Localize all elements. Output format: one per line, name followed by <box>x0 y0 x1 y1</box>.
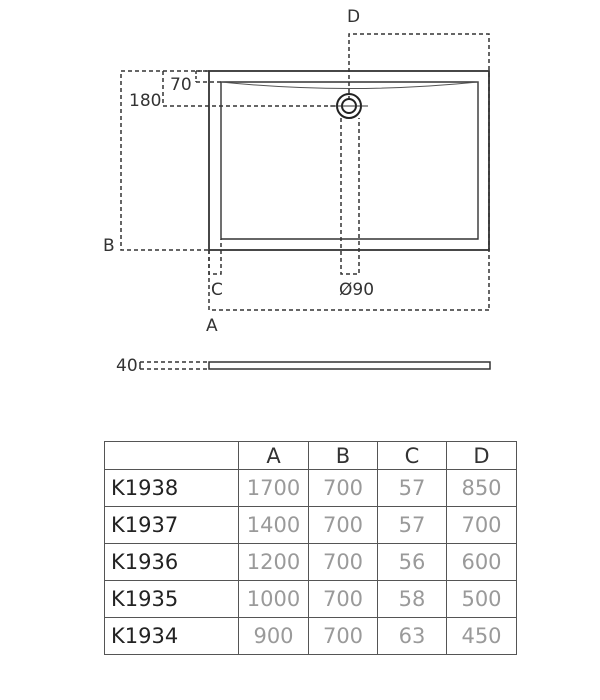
dimension-d-line <box>349 34 489 310</box>
value-d: 850 <box>447 470 517 507</box>
value-c: 56 <box>378 544 447 581</box>
value-d: 500 <box>447 581 517 618</box>
value-a: 1200 <box>239 544 309 581</box>
label-70: 70 <box>170 75 192 95</box>
value-c: 63 <box>378 618 447 655</box>
table-header-row <box>105 442 517 470</box>
label-40: 40 <box>116 356 138 376</box>
value-b: 700 <box>309 618 378 655</box>
label-180: 180 <box>129 91 162 111</box>
value-d: 450 <box>447 618 517 655</box>
table-header-blank <box>105 442 239 470</box>
tray-side-profile <box>209 362 490 369</box>
value-d: 600 <box>447 544 517 581</box>
model-code: K1934 <box>105 618 239 655</box>
table-row <box>105 507 517 544</box>
value-c: 57 <box>378 470 447 507</box>
value-b: 700 <box>309 581 378 618</box>
label-a: A <box>206 316 218 336</box>
label-d-top: D <box>347 7 361 27</box>
value-a: 1400 <box>239 507 309 544</box>
model-code: K1936 <box>105 544 239 581</box>
table-header-c: C <box>378 442 447 470</box>
value-b: 700 <box>309 507 378 544</box>
table-row <box>105 581 517 618</box>
table-row <box>105 618 517 655</box>
table-header-d: D <box>447 442 517 470</box>
value-a: 900 <box>239 618 309 655</box>
value-b: 700 <box>309 544 378 581</box>
value-c: 58 <box>378 581 447 618</box>
table-header-a: A <box>239 442 309 470</box>
value-a: 1000 <box>239 581 309 618</box>
value-a: 1700 <box>239 470 309 507</box>
value-d: 700 <box>447 507 517 544</box>
label-waste-diameter: Ø90 <box>339 280 375 300</box>
model-code: K1937 <box>105 507 239 544</box>
value-c: 57 <box>378 507 447 544</box>
model-code: K1938 <box>105 470 239 507</box>
dimension-table <box>104 441 517 655</box>
label-c: C <box>211 280 223 300</box>
model-code: K1935 <box>105 581 239 618</box>
table-header-b: B <box>309 442 378 470</box>
label-b: B <box>103 236 115 256</box>
dimension-c-line <box>209 239 221 274</box>
table-row <box>105 470 517 507</box>
value-b: 700 <box>309 470 378 507</box>
table-row <box>105 544 517 581</box>
